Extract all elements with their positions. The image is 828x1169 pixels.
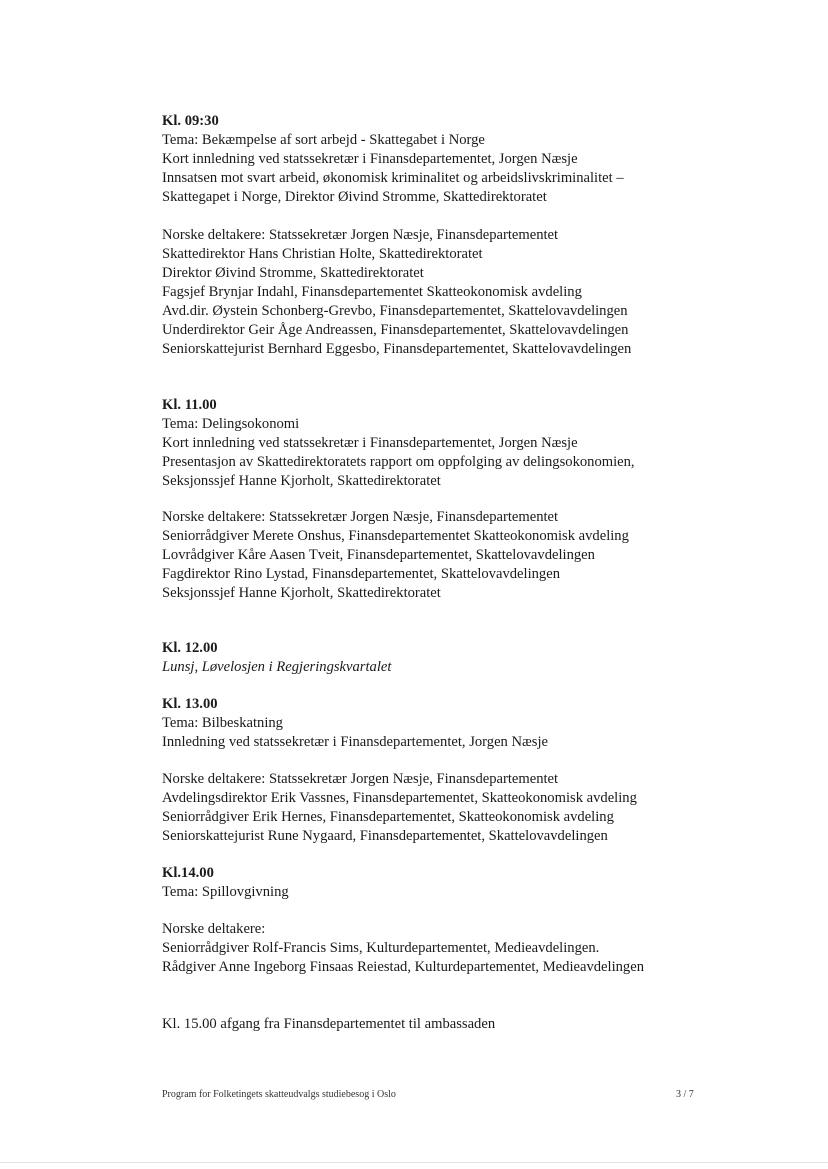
participant-line: Seniorskattejurist Bernhard Eggesbo, Finansdepartementet, Skattelovavdelingen — [162, 341, 632, 357]
topic-line: Innsatsen mot svart arbeid, økonomisk kriminalitet og arbeidslivskriminalitet – — [162, 170, 624, 186]
participant-line: Fagsjef Brynjar Indahl, Finansdepartementet Skatteokonomisk avdeling — [162, 284, 582, 300]
participant-line: Norske deltakere: Statssekretær Jorgen Næsje, Finansdepartementet — [162, 509, 559, 525]
participant-line: Avdelingsdirektor Erik Vassnes, Finansdepartementet, Skatteokonomisk avdeling — [162, 790, 637, 806]
participants-1300 — [162, 770, 762, 846]
participant-line: Skattedirektor Hans Christian Holte, Skattedirektoratet — [162, 246, 483, 262]
session-0930 — [162, 112, 762, 207]
footer-title: Program for Folketingets skatteudvalgs studiebesog i Oslo — [162, 1089, 396, 1100]
participants-0930 — [162, 226, 762, 359]
participant-line: Norske deltakere: — [162, 921, 266, 937]
participant-line: Rådgiver Anne Ingeborg Finsaas Reiestad, Kulturdepartementet, Medieavdelingen — [162, 959, 644, 975]
topic-line: Kort innledning ved statssekretær i Finansdepartementet, Jorgen Næsje — [162, 151, 578, 167]
departure-line: Kl. 15.00 afgang fra Finansdepartementet til ambassaden — [162, 1016, 496, 1032]
participant-line: Seniorskattejurist Rune Nygaard, Finansdepartementet, Skattelovavdelingen — [162, 828, 608, 844]
topic-line: Innledning ved statssekretær i Finansdepartementet, Jorgen Næsje — [162, 734, 548, 750]
participant-line: Underdirektor Geir Åge Andreassen, Finansdepartementet, Skattelovavdelingen — [162, 322, 629, 338]
session-time: Kl.14.00 — [162, 865, 214, 881]
session-time: Kl. 13.00 — [162, 696, 218, 712]
lunch-line: Lunsj, Løvelosjen i Regjeringskvartalet — [162, 659, 392, 675]
topic-line: Tema: Bekæmpelse af sort arbejd - Skattegabet i Norge — [162, 132, 485, 148]
footer-page-number: 3 / 7 — [676, 1089, 694, 1100]
participants-1400 — [162, 920, 762, 977]
participant-line: Fagdirektor Rino Lystad, Finansdepartementet, Skattelovavdelingen — [162, 566, 560, 582]
topic-line: Tema: Delingsokonomi — [162, 416, 300, 432]
participants-1100 — [162, 508, 762, 603]
session-1300 — [162, 695, 762, 752]
participant-line: Lovrådgiver Kåre Aasen Tveit, Finansdepartementet, Skattelovavdelingen — [162, 547, 595, 563]
topic-line: Kort innledning ved statssekretær i Finansdepartementet, Jorgen Næsje — [162, 435, 578, 451]
participant-line: Seniorrådgiver Rolf-Francis Sims, Kulturdepartementet, Medieavdelingen. — [162, 940, 600, 956]
participant-line: Direktor Øivind Stromme, Skattedirektoratet — [162, 265, 424, 281]
session-1400 — [162, 864, 762, 902]
topic-line: Presentasjon av Skattedirektoratets rapport om oppfolging av delingsokonomien, — [162, 454, 635, 470]
participant-line: Avd.dir. Øystein Schonberg-Grevbo, Finansdepartementet, Skattelovavdelingen — [162, 303, 628, 319]
topic-line: Seksjonssjef Hanne Kjorholt, Skattedirektoratet — [162, 473, 441, 489]
participant-line: Seniorrådgiver Merete Onshus, Finansdepartementet Skatteokonomisk avdeling — [162, 528, 629, 544]
participant-line: Seniorrådgiver Erik Hernes, Finansdepartementet, Skatteokonomisk avdeling — [162, 809, 614, 825]
participant-line: Norske deltakere: Statssekretær Jorgen Næsje, Finansdepartementet — [162, 227, 559, 243]
participant-line: Seksjonssjef Hanne Kjorholt, Skattedirektoratet — [162, 585, 441, 601]
page-bottom-edge — [0, 1162, 828, 1163]
topic-line: Tema: Bilbeskatning — [162, 715, 283, 731]
session-time: Kl. 09:30 — [162, 113, 219, 129]
session-1200 — [162, 639, 762, 677]
departure-note — [162, 1015, 762, 1034]
session-time: Kl. 12.00 — [162, 640, 218, 656]
session-1100 — [162, 396, 762, 491]
topic-line: Skattegapet i Norge, Direktor Øivind Stromme, Skattedirektoratet — [162, 189, 547, 205]
participant-line: Norske deltakere: Statssekretær Jorgen Næsje, Finansdepartementet — [162, 771, 559, 787]
session-time: Kl. 11.00 — [162, 397, 217, 413]
topic-line: Tema: Spillovgivning — [162, 884, 289, 900]
